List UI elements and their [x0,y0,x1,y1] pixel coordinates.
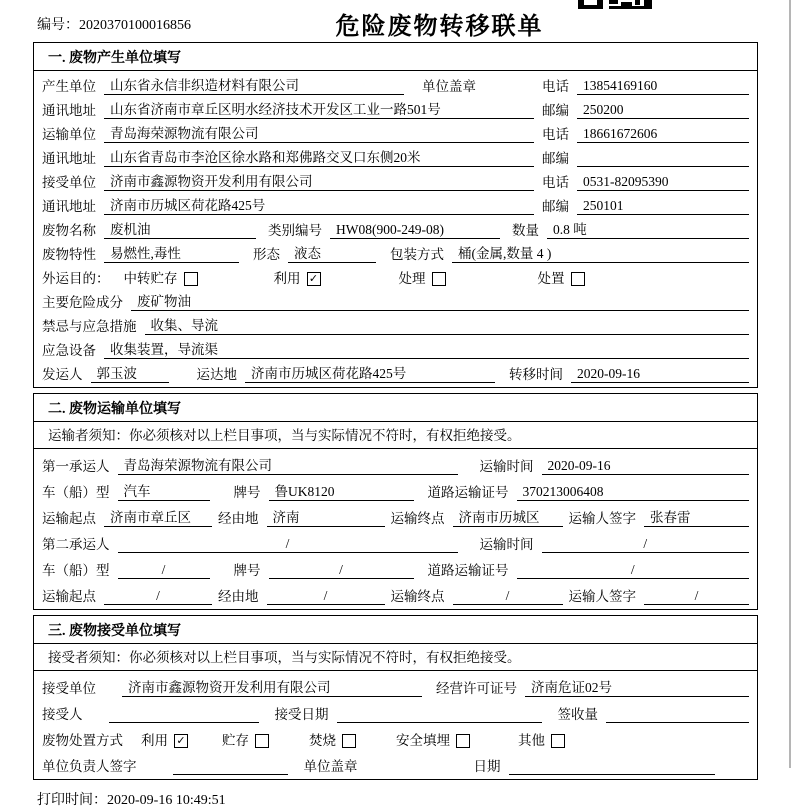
transfer-time-label: 转移时间 [509,367,563,382]
origin1-label: 运输起点 [42,511,96,526]
recipient-label: 接受人 [42,707,83,722]
disposal-option-landfill: 安全填埋 [396,729,470,749]
packing-value: 桶(金属,数量 4 ) [452,242,749,263]
sign1-label: 运输人签字 [568,511,636,526]
trait-value: 易燃性,毒性 [104,242,239,263]
row-waste-name [42,215,749,239]
checkbox-unchecked-icon [255,734,269,748]
head-signature-label: 单位负责人签字 [42,759,137,774]
date2-label: 日期 [473,759,501,774]
checkbox-unchecked-icon [184,272,198,286]
zip3-label: 邮编 [542,199,569,214]
document-header [33,0,758,42]
disposal-option-storage: 贮存 [222,729,269,749]
addr2-value: 山东省青岛市李沧区徐水路和郑佛路交叉口东侧20米 [104,146,534,167]
transporter-value: 青岛海荣源物流有限公司 [104,122,534,143]
sign1-value: 张春雷 [644,506,749,527]
license2-label: 道路运输证号 [427,563,509,578]
transporter-notice: 运输者须知：你必须核对以上栏目事项，当与实际情况不符时，有权拒绝接受。 [34,422,757,449]
producer-value: 山东省永信非织造材料有限公司 [104,74,404,95]
via2-value: / [267,588,385,605]
form-label: 形态 [253,247,280,262]
row-transfer-purpose [42,263,749,287]
via1-label: 经由地 [218,511,259,526]
dest2-value: / [453,588,563,605]
vehicle2-value: / [118,562,210,579]
vehicle1-value: 汽车 [118,480,210,501]
license2-value: / [517,562,750,579]
zip2-value [577,166,749,167]
checkbox-checked-icon: ✓ [307,272,321,286]
producer-label: 产生单位 [42,79,96,94]
row-route1 [42,501,749,527]
section-receiver [33,615,758,780]
shipper-label: 发运人 [42,367,83,382]
addr1-value: 山东省济南市章丘区明水经济技术开发区工业一路501号 [104,98,534,119]
checkbox-unchecked-icon [456,734,470,748]
checkbox-unchecked-icon [342,734,356,748]
permit-value: 济南危证02号 [525,676,749,697]
permit-label: 经营许可证号 [436,681,517,696]
quantity-value: 0.8 吨 [547,218,749,239]
recipient-value [109,722,259,723]
purpose-option-dispose: 处置 [538,267,585,287]
phone1-label: 电话 [542,79,569,94]
hazard-value: 废矿物油 [131,290,749,311]
checkbox-unchecked-icon [551,734,565,748]
received-amount-label: 签收量 [557,707,598,722]
plate1-label: 牌号 [233,485,261,500]
phone2-label: 电话 [542,127,569,142]
equipment-value: 收集装置，导流渠 [104,338,749,359]
disposal-option-other: 其他 [518,729,565,749]
carrier2-value: / [118,536,458,553]
print-time-value: 2020-09-16 10:49:51 [107,793,226,808]
waste-name-value: 废机油 [104,218,256,239]
license1-value: 370213006408 [517,484,750,501]
section1-header: 一. 废物产生单位填写 [34,43,757,71]
trait-label: 废物特性 [42,247,96,262]
vehicle1-label: 车（船）型 [42,485,110,500]
packing-label: 包装方式 [390,247,444,262]
checkbox-checked-icon: ✓ [174,734,188,748]
origin2-value: / [104,588,212,605]
zip1-value: 250200 [577,102,749,119]
purpose-option-utilize: 利用 ✓ [274,267,321,287]
disposal-option-utilize: 利用 ✓ [141,729,188,749]
row-carrier1 [42,449,749,475]
sign2-value: / [644,588,749,605]
receiver-value: 济南市鑫源物资开发利用有限公司 [104,170,534,191]
row-receiver-address [42,191,749,215]
serial-label: 编号： [37,18,79,33]
manifest-document [33,0,758,809]
page-title: 危险废物转移联单 [335,14,544,40]
addr3-label: 通讯地址 [42,199,96,214]
carrier1-value: 青岛海荣源物流有限公司 [118,454,458,475]
vehicle2-label: 车（船）型 [42,563,110,578]
row-waste-trait [42,239,749,263]
form-value: 液态 [288,242,376,263]
destination-label: 运达地 [196,367,237,382]
waste-name-label: 废物名称 [42,223,96,238]
transporter-label: 运输单位 [42,127,96,142]
transport-time2-label: 运输时间 [479,537,534,552]
row-producer-address [42,95,749,119]
unit-seal2-label: 单位盖章 [303,759,358,774]
row-disposal-method [42,723,749,749]
carrier1-label: 第一承运人 [42,459,110,474]
transport-time2-value: / [542,536,750,553]
phone2-value: 18661672606 [577,126,749,143]
transport-time1-label: 运输时间 [479,459,534,474]
sign2-label: 运输人签字 [568,589,636,604]
addr1-label: 通讯地址 [42,103,96,118]
via1-value: 济南 [267,506,385,527]
origin2-label: 运输起点 [42,589,96,604]
taboo-value: 收集、导流 [145,314,750,335]
equipment-label: 应急设备 [42,343,96,358]
row-receiving-unit [42,671,749,697]
zip3-value: 250101 [577,198,749,215]
row-recipient [42,697,749,723]
category-value: HW08(900-249-08) [330,222,500,239]
plate2-value: / [269,562,414,579]
quantity-label: 数量 [512,223,539,238]
phone3-value: 0531-82095390 [577,174,749,191]
receive-date-value [337,722,542,723]
addr3-value: 济南市历城区荷花路425号 [104,194,534,215]
receiving-unit-label: 接受单位 [42,681,96,696]
date2-value [509,774,716,775]
zip2-label: 邮编 [542,151,569,166]
license1-label: 道路运输证号 [427,485,509,500]
section3-header: 三. 废物接受单位填写 [34,616,757,644]
head-signature-value [173,774,288,775]
receiving-unit-value: 济南市鑫源物资开发利用有限公司 [122,676,422,697]
purpose-option-storage: 中转贮存 [124,267,198,287]
plate1-value: 鲁UK8120 [269,480,414,501]
transfer-time-value: 2020-09-16 [571,366,749,383]
print-time [33,789,758,809]
addr2-label: 通讯地址 [42,151,96,166]
checkbox-unchecked-icon [571,272,585,286]
received-amount-value [606,722,749,723]
dest1-value: 济南市历城区 [453,506,563,527]
taboo-label: 禁忌与应急措施 [42,319,137,334]
section2-header: 二. 废物运输单位填写 [34,394,757,422]
row-route2 [42,579,749,605]
row-carrier2 [42,527,749,553]
transport-time1-value: 2020-09-16 [542,458,750,475]
disposal-label: 废物处置方式 [42,733,123,748]
serial-value: 2020370100016856 [79,18,191,33]
row-hazard-component [42,287,749,311]
receive-date-label: 接受日期 [274,707,329,722]
phone1-value: 13854169160 [577,78,749,95]
phone3-label: 电话 [542,175,569,190]
row-taboo-measures [42,311,749,335]
unit-seal-label: 单位盖章 [422,79,476,94]
page-edge-divider [789,0,791,768]
dest1-label: 运输终点 [390,511,445,526]
row-receiver [42,167,749,191]
dest2-label: 运输终点 [390,589,445,604]
purpose-label: 外运目的： [42,271,110,286]
row-vehicle1 [42,475,749,501]
origin1-value: 济南市章丘区 [104,506,212,527]
section-producer [33,42,758,388]
row-shipper [42,359,749,383]
row-producer [42,71,749,95]
hazard-label: 主要危险成分 [42,295,123,310]
serial-number [37,14,191,34]
row-transporter [42,119,749,143]
row-vehicle2 [42,553,749,579]
carrier2-label: 第二承运人 [42,537,110,552]
receiver-label: 接受单位 [42,175,96,190]
zip1-label: 邮编 [542,103,569,118]
via2-label: 经由地 [218,589,259,604]
disposal-option-incinerate: 焚烧 [309,729,356,749]
purpose-option-treat: 处理 [399,267,446,287]
receiver-notice: 接受者须知：你必须核对以上栏目事项，当与实际情况不符时，有权拒绝接受。 [34,644,757,671]
row-emergency-equipment [42,335,749,359]
shipper-value: 郭玉波 [91,362,169,383]
destination-value: 济南市历城区荷花路425号 [245,362,495,383]
row-transporter-address [42,143,749,167]
checkbox-unchecked-icon [432,272,446,286]
category-label: 类别编号 [268,223,322,238]
section-transporter [33,393,758,610]
print-time-label: 打印时间： [37,793,107,808]
plate2-label: 牌号 [233,563,261,578]
row-head-signature [42,749,749,775]
